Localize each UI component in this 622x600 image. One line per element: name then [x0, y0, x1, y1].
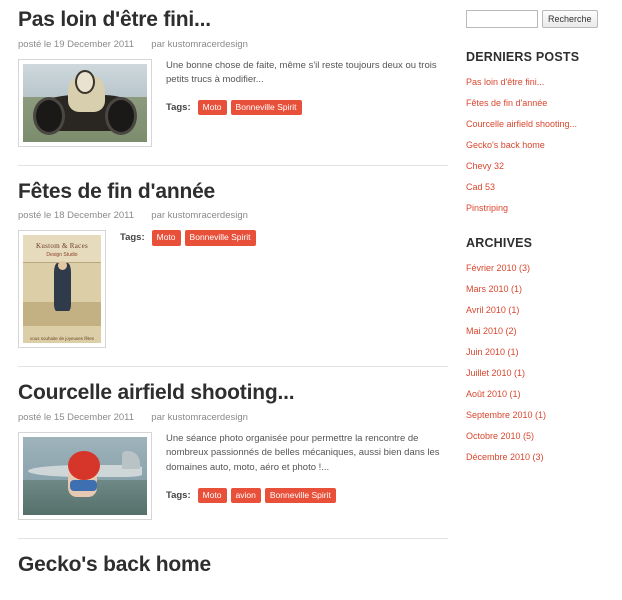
post-thumbnail[interactable]	[18, 230, 106, 348]
tags-label: Tags:	[166, 102, 191, 114]
post-title[interactable]: Gecko's back home	[18, 552, 212, 576]
list-item	[466, 93, 606, 111]
artwork-shape	[75, 70, 95, 94]
latest-post-link[interactable]: Courcelle airfield shooting...	[466, 119, 578, 129]
latest-post-link[interactable]: Cad 53	[466, 182, 496, 192]
list-item	[466, 300, 606, 318]
list-item	[466, 321, 606, 339]
artwork-shape	[54, 263, 71, 311]
list-item	[466, 156, 606, 174]
tag-chip[interactable]: Bonneville Spirit	[185, 230, 256, 246]
latest-posts-list	[466, 72, 606, 216]
post-item	[18, 553, 448, 577]
post-divider	[18, 538, 448, 539]
widget-title: DERNIERS POSTS	[466, 50, 580, 64]
artwork-shape: Kustom & Races	[35, 241, 89, 250]
archive-link[interactable]: Septembre 2010 (1)	[466, 410, 547, 420]
post-title[interactable]: Pas loin d'être fini...	[18, 8, 211, 31]
post-meta	[18, 210, 448, 221]
archive-link[interactable]: Juin 2010 (1)	[466, 347, 519, 357]
pinup-airplane-photo	[23, 437, 147, 515]
widget-latest-posts	[466, 50, 606, 216]
widget-title: ARCHIVES	[466, 236, 533, 250]
latest-post-link[interactable]: Chevy 32	[466, 161, 505, 171]
search-button[interactable]: Recherche	[542, 10, 598, 28]
thumb-artwork	[23, 437, 147, 515]
archive-link[interactable]: Octobre 2010 (5)	[466, 431, 535, 441]
archives-list	[466, 258, 606, 465]
vintage-poster	[23, 235, 101, 343]
post-tags	[166, 488, 448, 504]
search-form	[466, 10, 606, 28]
tags-label: Tags:	[166, 489, 191, 501]
tag-chip[interactable]: Bonneville Spirit	[231, 100, 302, 116]
artwork-shape: Design Studio	[46, 252, 78, 259]
list-item	[466, 72, 606, 90]
post-date: posté le 15 December 2011	[18, 411, 135, 423]
post-divider	[18, 366, 448, 367]
post-item	[18, 8, 448, 147]
post-text-column	[152, 432, 448, 504]
post-author: par kustomracerdesign	[151, 210, 248, 222]
archive-link[interactable]: Décembre 2010 (3)	[466, 452, 544, 462]
latest-post-link[interactable]: Pas loin d'être fini...	[466, 77, 545, 87]
post-text-column	[106, 230, 448, 246]
list-item	[466, 384, 606, 402]
list-item	[466, 342, 606, 360]
sidebar	[466, 10, 606, 485]
post-body	[18, 59, 448, 147]
search-input[interactable]	[466, 10, 538, 28]
post-text-column	[152, 59, 448, 116]
tag-chip[interactable]: avion	[231, 488, 261, 504]
archive-link[interactable]: Août 2010 (1)	[466, 389, 521, 399]
post-author: par kustomracerdesign	[151, 38, 248, 50]
post-date: posté le 19 December 2011	[18, 38, 135, 50]
post-body	[18, 432, 448, 520]
list-item	[466, 135, 606, 153]
thumb-artwork	[23, 235, 101, 343]
list-item	[466, 279, 606, 297]
post-thumbnail[interactable]	[18, 59, 152, 147]
artwork-shape	[68, 451, 100, 481]
post-tags	[166, 100, 448, 116]
widget-archives	[466, 236, 606, 465]
post-title[interactable]: Fêtes de fin d'année	[18, 179, 216, 203]
post-author: par kustomracerdesign	[151, 411, 248, 423]
post-thumbnail[interactable]	[18, 432, 152, 520]
tag-chip[interactable]: Moto	[198, 100, 227, 116]
post-item	[18, 381, 448, 520]
main-content	[18, 8, 448, 594]
post-tags	[120, 230, 448, 246]
archive-link[interactable]: Février 2010 (3)	[466, 263, 531, 273]
latest-post-link[interactable]: Gecko's back home	[466, 140, 545, 150]
tags-label: Tags:	[120, 232, 145, 244]
latest-post-link[interactable]: Pinstriping	[466, 203, 509, 213]
tag-chip[interactable]: Bonneville Spirit	[265, 488, 336, 504]
archive-link[interactable]: Avril 2010 (1)	[466, 305, 520, 315]
post-meta	[18, 412, 448, 423]
post-divider	[18, 165, 448, 166]
artwork-shape	[105, 97, 137, 135]
list-item	[466, 198, 606, 216]
motorcycle-photo	[23, 64, 147, 142]
list-item	[466, 177, 606, 195]
archive-link[interactable]: Juillet 2010 (1)	[466, 368, 526, 378]
list-item	[466, 258, 606, 276]
tag-chip[interactable]: Moto	[152, 230, 181, 246]
thumb-artwork	[23, 64, 147, 142]
list-item	[466, 447, 606, 465]
post-item	[18, 180, 448, 349]
post-excerpt: Une bonne chose de faite, même s'il reste toujours deux ou trois petits trucs à modifier...	[166, 59, 437, 86]
archive-link[interactable]: Mars 2010 (1)	[466, 284, 523, 294]
artwork-shape: vous souhaite de joyeuses fêtes	[29, 335, 95, 341]
post-title[interactable]: Courcelle airfield shooting...	[18, 381, 295, 405]
latest-post-link[interactable]: Fêtes de fin d'année	[466, 98, 548, 108]
post-date: posté le 18 December 2011	[18, 210, 135, 222]
list-item	[466, 363, 606, 381]
artwork-shape	[122, 451, 139, 470]
post-meta	[18, 39, 448, 50]
tag-chip[interactable]: Moto	[198, 488, 227, 504]
post-excerpt: Une séance photo organisée pour permettre la rencontre de nombreux passionnés de belles mécaniques, aussi bien dans les domaines auto, moto, aéro et photo !...	[166, 432, 440, 473]
list-item	[466, 405, 606, 423]
list-item	[466, 114, 606, 132]
list-item	[466, 426, 606, 444]
artwork-shape	[70, 480, 97, 491]
archive-link[interactable]: Mai 2010 (2)	[466, 326, 517, 336]
post-body	[18, 230, 448, 348]
